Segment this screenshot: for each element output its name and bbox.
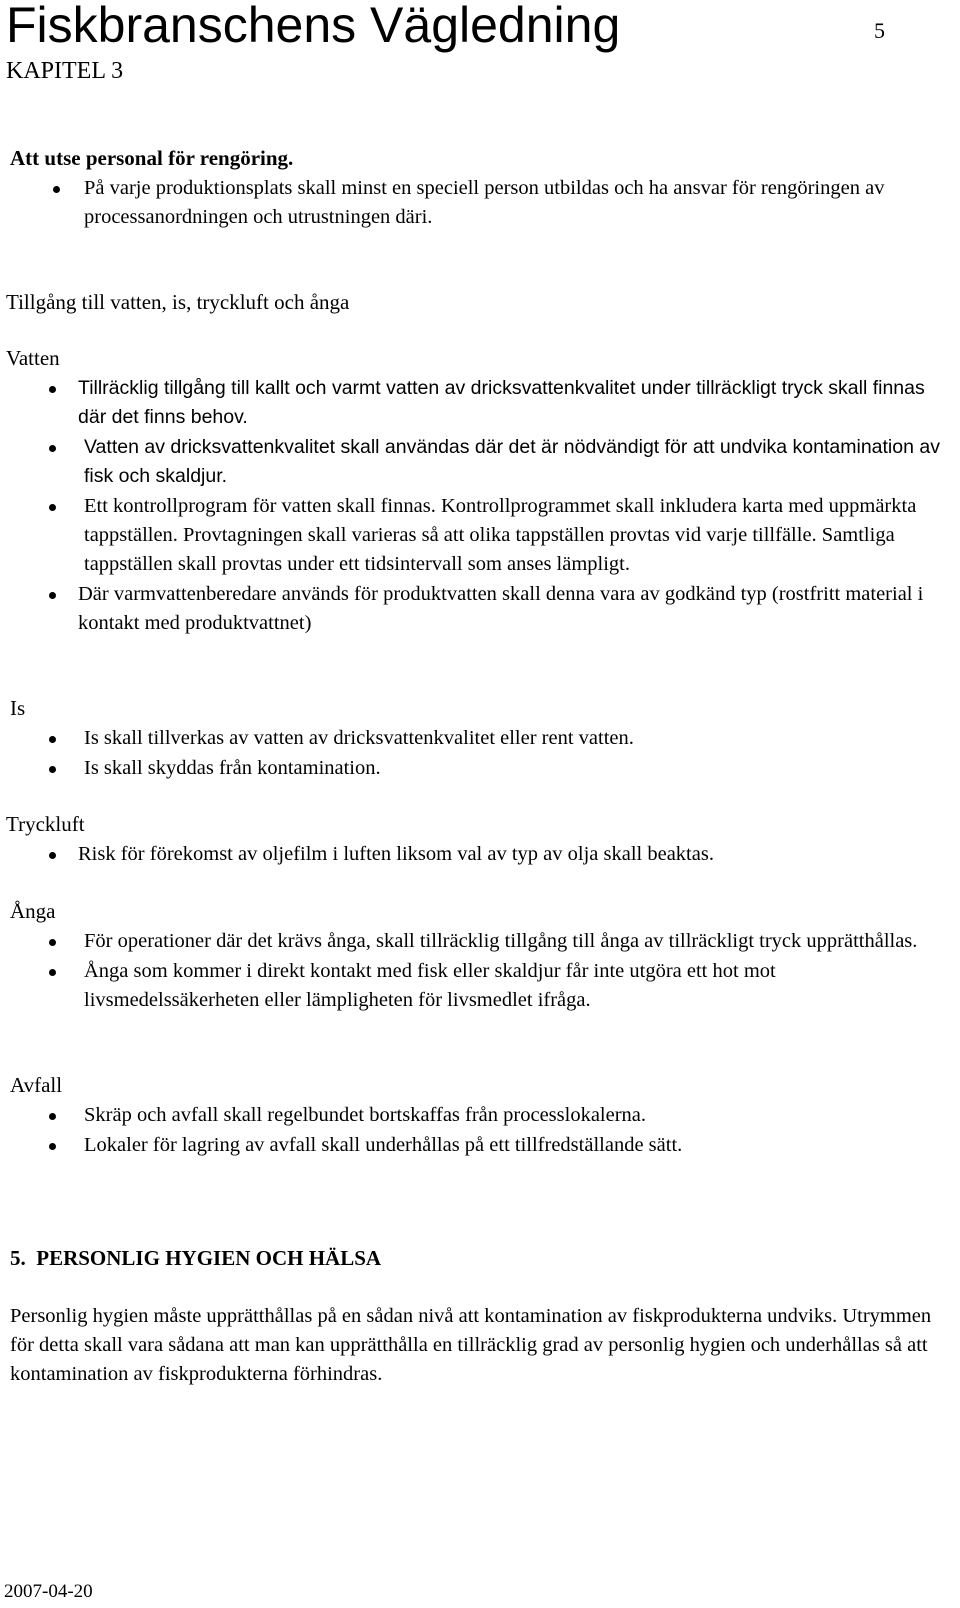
bullet-icon	[53, 186, 60, 193]
ice-heading: Is	[10, 696, 26, 720]
bullet-icon	[49, 766, 56, 773]
air-heading: Tryckluft	[6, 812, 85, 836]
cleaning-heading: Att utse personal för rengöring.	[10, 146, 294, 170]
bullet-icon	[49, 592, 56, 599]
list-item: Ånga som kommer i direkt kontakt med fisk eller skaldjur får inte utgöra ett hot mot livsmedelssäkerheten eller lämpligheten för livsmedlet ifråga.	[10, 957, 950, 1015]
cleaning-list	[10, 174, 950, 232]
section5-paragraph: Personlig hygien måste upprätthållas på en sådan nivå att kontamination av fiskprodukterna undviks. Utrymmen för detta skall vara sådana att man kan upprätthålla en tillräcklig grad av personlig hygien och underhållas så att kontamination av fiskprodukterna förhindras.	[10, 1305, 932, 1385]
bullet-icon	[49, 1113, 56, 1120]
bullet-icon	[49, 969, 56, 976]
list-item: Skräp och avfall skall regelbundet bortskaffas från processlokalerna.	[10, 1101, 950, 1130]
document-title: Fiskbranschens Vägledning	[6, 0, 621, 53]
bullet-icon	[49, 1143, 56, 1150]
bullet-icon	[49, 504, 56, 511]
bullet-icon	[49, 736, 56, 743]
bullet-icon	[49, 386, 56, 393]
section5-heading: 5. PERSONLIG HYGIEN OCH HÄLSA	[10, 1246, 382, 1270]
list-item: Där varmvattenberedare används för produktvatten skall denna vara av godkänd typ (rostfritt material i kontakt med produktvattnet)	[10, 580, 950, 638]
bullet-icon	[49, 445, 56, 452]
page-number: 5	[874, 18, 885, 43]
list-item: Lokaler för lagring av avfall skall underhållas på ett tillfredställande sätt.	[10, 1131, 950, 1160]
list-item: Is skall tillverkas av vatten av dricksvattenkvalitet eller rent vatten.	[10, 724, 950, 753]
water-list	[10, 374, 950, 638]
bullet-icon	[49, 939, 56, 946]
list-item: På varje produktionsplats skall minst en speciell person utbildas och ha ansvar för rengöringen av processanordningen och utrustningen däri.	[10, 174, 950, 232]
waste-heading: Avfall	[10, 1073, 63, 1097]
water-heading: Vatten	[6, 346, 60, 370]
bullet-icon	[49, 852, 56, 859]
chapter-label: KAPITEL 3	[6, 58, 124, 84]
steam-heading: Ånga	[10, 899, 56, 923]
list-item: Risk för förekomst av oljefilm i luften liksom val av typ av olja skall beaktas.	[10, 840, 950, 869]
list-item: Tillräcklig tillgång till kallt och varmt vatten av dricksvattenkvalitet under tillräckligt tryck skall finnas där det finns behov.	[10, 374, 950, 432]
air-list	[10, 840, 950, 869]
footer-date: 2007-04-20	[4, 1581, 93, 1602]
list-item: För operationer där det krävs ånga, skall tillräcklig tillgång till ånga av tillräckligt tryck upprätthållas.	[10, 927, 950, 956]
list-item: Is skall skyddas från kontamination.	[10, 754, 950, 783]
ice-list	[10, 724, 950, 783]
steam-list	[10, 927, 950, 1015]
supply-heading: Tillgång till vatten, is, tryckluft och ånga	[6, 290, 350, 314]
waste-list	[10, 1101, 950, 1160]
list-item: Vatten av dricksvattenkvalitet skall användas där det är nödvändigt för att undvika kontamination av fisk och skaldjur.	[10, 433, 950, 491]
list-item: Ett kontrollprogram för vatten skall finnas. Kontrollprogrammet skall inkludera karta med uppmärkta tappställen. Provtagningen skall varieras så att olika tappställen provtas vid varje tillfälle. Samtliga tappställen skall provtas under ett tidsintervall som anses lämpligt.	[10, 492, 950, 579]
